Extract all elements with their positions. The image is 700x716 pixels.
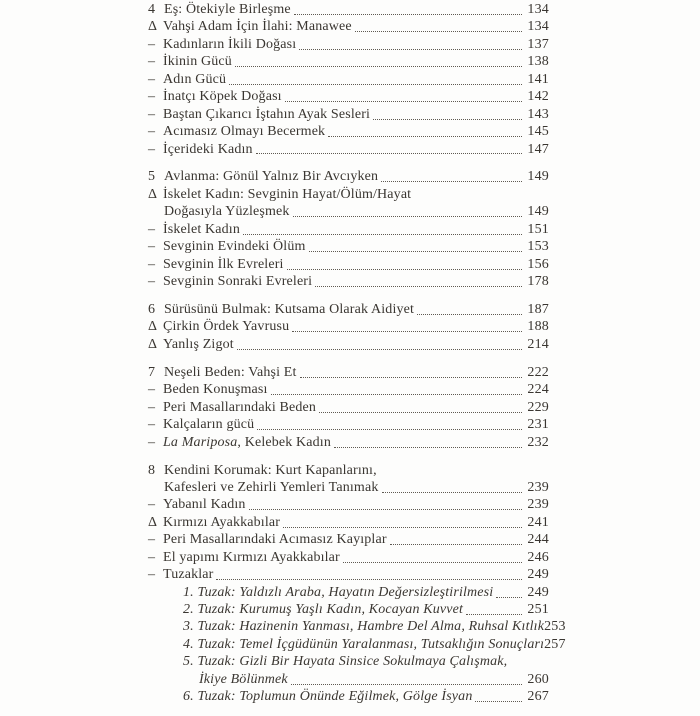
dot-leader: [285, 101, 523, 102]
page-number: 251: [527, 602, 549, 617]
toc-entry-row: [148, 273, 549, 290]
toc-section: [148, 301, 549, 353]
entry-title: 6. Tuzak: Toplumun Önünde Eğilmek, Gölge İsyan: [183, 689, 473, 705]
page-number: 249: [527, 567, 549, 583]
dot-leader: [229, 84, 522, 85]
toc-entry-row: [148, 514, 549, 531]
toc-entry-row: [148, 123, 549, 140]
dash-marker-icon: –: [148, 497, 155, 513]
toc-entry-row: [148, 549, 549, 566]
dot-leader: [293, 216, 523, 217]
entry-title: Yanlış Zigot: [163, 336, 234, 352]
dot-leader: [315, 286, 522, 287]
page-number: 260: [527, 671, 549, 687]
toc-entry-row: [148, 381, 549, 398]
toc-entry-row: [148, 71, 549, 88]
page-number: 153: [527, 239, 549, 255]
page-number: 214: [527, 336, 549, 352]
page-number: 249: [527, 584, 549, 600]
toc-entry-row: [148, 496, 549, 513]
page-number: 188: [527, 319, 549, 335]
chapter-number: 5: [148, 169, 155, 185]
dot-leader: [291, 684, 523, 685]
toc-chapter-row: [148, 301, 549, 318]
dash-marker-icon: –: [148, 141, 155, 157]
toc-entry-row: [148, 336, 549, 353]
toc-section: [148, 462, 566, 706]
entry-title: Baştan Çıkarıcı İştahın Ayak Sesleri: [163, 106, 371, 122]
dot-leader: [309, 251, 523, 252]
dot-leader: [294, 14, 523, 15]
dot-leader: [299, 49, 522, 50]
dash-marker-icon: –: [148, 106, 155, 122]
dot-leader: [319, 412, 522, 413]
dot-leader: [256, 153, 523, 154]
dot-leader: [355, 31, 523, 32]
page-number: 187: [527, 302, 549, 317]
page-number: 141: [527, 71, 549, 87]
dot-leader: [216, 579, 522, 580]
page-number: 151: [527, 221, 549, 237]
toc-entry-row: [148, 584, 549, 601]
dash-marker-icon: –: [148, 36, 155, 52]
dot-leader: [466, 614, 522, 615]
page-number: 134: [527, 19, 549, 35]
toc-entry-row: [148, 671, 549, 688]
entry-title: İskelet Kadın: Sevginin Hayat/Ölüm/Hayat: [163, 186, 412, 202]
page-number: 253: [544, 619, 566, 635]
page-number: 149: [527, 204, 549, 220]
page-number: 239: [527, 497, 549, 513]
toc-entry-row: [148, 318, 549, 335]
entry-title: Acımasız Olmayı Becermek: [163, 124, 326, 140]
toc-entry-row: [148, 531, 549, 548]
toc-entry-row: [148, 636, 566, 653]
page-number: 156: [527, 256, 549, 272]
dot-leader: [257, 429, 522, 430]
toc-entry-row: [148, 203, 549, 220]
table-of-contents: [148, 1, 566, 716]
toc-entry-row: [148, 601, 549, 618]
page-number: 147: [527, 141, 549, 157]
delta-marker-icon: Δ: [148, 319, 158, 335]
toc-entry-row: [148, 141, 549, 158]
entry-title: Vahşi Adam İçin İlahi: Manawee: [163, 19, 352, 35]
entry-title: İçerideki Kadın: [163, 141, 253, 157]
dot-leader: [334, 447, 522, 448]
toc-entry-row: [148, 256, 549, 273]
entry-title: Sevginin Sonraki Evreleri: [163, 274, 313, 290]
page-number: 241: [527, 514, 549, 530]
dot-leader: [390, 544, 523, 545]
page-number: 149: [527, 169, 549, 185]
dot-leader: [237, 349, 523, 350]
toc-entry-row: [148, 106, 549, 123]
dot-leader: [249, 509, 523, 510]
toc-entry-row: [148, 18, 549, 35]
dot-leader: [373, 119, 522, 120]
page-number: 257: [544, 636, 566, 652]
toc-section: [148, 364, 549, 451]
page-number: 178: [527, 274, 549, 290]
page-number: 246: [527, 549, 549, 565]
dash-marker-icon: –: [148, 382, 155, 398]
toc-section: [148, 1, 549, 158]
entry-title-italic: La Mariposa: [163, 434, 238, 450]
entry-title: Çirkin Ördek Yavrusu: [163, 319, 290, 335]
chapter-number: 4: [148, 2, 155, 17]
dot-leader: [271, 394, 523, 395]
delta-marker-icon: Δ: [148, 514, 158, 530]
entry-title: Peri Masallarındaki Acımasız Kayıplar: [163, 532, 387, 548]
page-number: 143: [527, 106, 549, 122]
toc-entry-row: [148, 53, 549, 70]
entry-title: La Mariposa, Kelebek Kadın: [163, 434, 331, 450]
toc-entry-row: [148, 88, 549, 105]
entry-title: Kafesleri ve Zehirli Yemleri Tanımak: [164, 479, 379, 495]
toc-chapter-row: [148, 1, 549, 18]
dash-marker-icon: –: [148, 239, 155, 255]
toc-chapter-row: [148, 364, 549, 381]
toc-chapter-row: [148, 168, 549, 185]
dash-marker-icon: –: [148, 549, 155, 565]
dot-leader: [417, 314, 522, 315]
dot-leader: [235, 66, 522, 67]
dash-marker-icon: –: [148, 124, 155, 140]
delta-marker-icon: Δ: [148, 186, 158, 202]
toc-entry-row: [148, 238, 549, 255]
toc-section: [148, 168, 549, 290]
dash-marker-icon: –: [148, 417, 155, 433]
entry-title: Sürüsünü Bulmak: Kutsama Olarak Aidiyet: [164, 302, 415, 317]
page-number: 231: [527, 417, 549, 433]
page-number: 239: [527, 479, 549, 495]
dot-leader: [328, 136, 522, 137]
entry-title: Sevginin Evindeki Ölüm: [163, 239, 306, 255]
dash-marker-icon: –: [148, 221, 155, 237]
entry-title: 3. Tuzak: Hazinenin Yanması, Hambre Del Alma, Ruhsal Kıtlık: [183, 619, 545, 635]
page-number: 138: [527, 54, 549, 70]
page-number: 145: [527, 124, 549, 140]
dot-leader: [300, 377, 523, 378]
dot-leader: [343, 562, 523, 563]
toc-chapter-row: [148, 462, 549, 479]
toc-entry-row: [148, 653, 549, 670]
toc-entry-row: [148, 221, 549, 238]
entry-title: İkinin Gücü: [163, 54, 232, 70]
entry-title: Kalçaların gücü: [163, 417, 255, 433]
page-number: 232: [527, 434, 549, 450]
delta-marker-icon: Δ: [148, 19, 158, 35]
page-number: 222: [527, 364, 549, 380]
entry-title: İskelet Kadın: [163, 221, 240, 237]
dot-leader: [475, 701, 522, 702]
chapter-number: 7: [148, 364, 155, 380]
chapter-number: 6: [148, 302, 155, 317]
dot-leader: [496, 597, 522, 598]
toc-entry-row: [148, 416, 549, 433]
page-number: 142: [527, 89, 549, 105]
dot-leader: [292, 331, 522, 332]
page-number: 244: [527, 532, 549, 548]
dash-marker-icon: –: [148, 71, 155, 87]
entry-title: Kadınların İkili Doğası: [163, 36, 297, 52]
toc-entry-row: [148, 434, 549, 451]
toc-entry-row: [148, 399, 549, 416]
dot-leader: [283, 527, 522, 528]
dash-marker-icon: –: [148, 274, 155, 290]
page-number: 224: [527, 382, 549, 398]
entry-title: 4. Tuzak: Temel İçgüdünün Yaralanması, Tutsaklığın Sonuçları: [183, 636, 545, 652]
dot-leader: [382, 492, 523, 493]
entry-title: Adın Gücü: [163, 71, 227, 87]
page-number: 229: [527, 399, 549, 415]
entry-title: Sevginin İlk Evreleri: [163, 256, 284, 272]
entry-title: Kırmızı Ayakkabılar: [163, 514, 281, 530]
toc-entry-row: [148, 36, 549, 53]
toc-entry-row: [148, 186, 549, 203]
page-number: 134: [527, 2, 549, 17]
dash-marker-icon: –: [148, 89, 155, 105]
entry-title: 1. Tuzak: Yaldızlı Araba, Hayatın Değersizleştirilmesi: [183, 584, 494, 600]
entry-title: İnatçı Köpek Doğası: [163, 89, 282, 105]
page-number: 267: [527, 689, 549, 705]
entry-title: El yapımı Kırmızı Ayakkabılar: [163, 549, 340, 565]
page-number: 137: [527, 36, 549, 52]
entry-title: Avlanma: Gönül Yalnız Bir Avcıyken: [164, 169, 379, 185]
dash-marker-icon: –: [148, 399, 155, 415]
delta-marker-icon: Δ: [148, 336, 158, 352]
dot-leader: [243, 234, 522, 235]
entry-title: İkiye Bölünmek: [199, 671, 288, 687]
entry-title: Yabanıl Kadın: [163, 497, 246, 513]
dash-marker-icon: –: [148, 54, 155, 70]
toc-entry-row: [148, 479, 549, 496]
entry-title: Neşeli Beden: Vahşi Et: [164, 364, 297, 380]
toc-entry-row: [148, 688, 549, 705]
entry-title: Peri Masallarındaki Beden: [163, 399, 317, 415]
dot-leader: [287, 269, 523, 270]
dot-leader: [381, 181, 522, 182]
entry-title: Beden Konuşması: [163, 382, 268, 398]
entry-title: 5. Tuzak: Gizli Bir Hayata Sinsice Sokulmaya Çalışmak,: [183, 654, 508, 670]
dash-marker-icon: –: [148, 256, 155, 272]
toc-entry-row: [148, 618, 566, 635]
entry-title: Kendini Korumak: Kurt Kapanlarını,: [164, 462, 377, 478]
entry-title: 2. Tuzak: Kurumuş Yaşlı Kadın, Kocayan Kuvvet: [183, 602, 464, 617]
dash-marker-icon: –: [148, 567, 155, 583]
toc-entry-row: [148, 566, 549, 583]
entry-title: Eş: Ötekiyle Birleşme: [164, 2, 291, 17]
dash-marker-icon: –: [148, 532, 155, 548]
entry-title: Doğasıyla Yüzleşmek: [164, 204, 290, 220]
entry-title: Tuzaklar: [163, 567, 214, 583]
dash-marker-icon: –: [148, 434, 155, 450]
chapter-number: 8: [148, 462, 155, 478]
